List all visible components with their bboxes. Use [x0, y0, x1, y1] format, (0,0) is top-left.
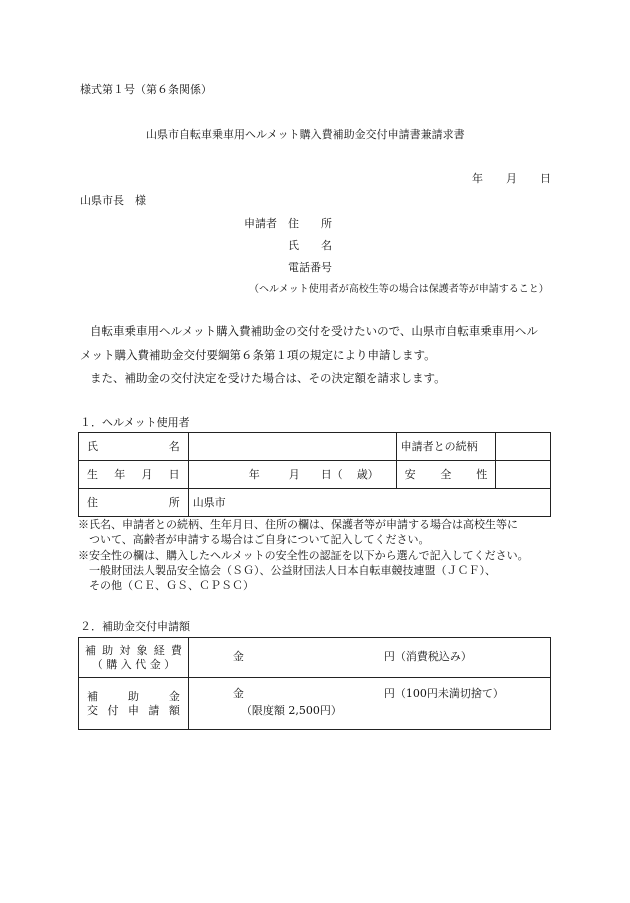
safety-label-cell: 安 全 性 [396, 461, 496, 489]
note1-line2: ついて、高齢者が申請する場合はご自身について記入してください。 [89, 533, 430, 546]
applicant-name-label: 氏 名 [288, 239, 332, 252]
date-day: 日 [540, 172, 551, 185]
expense-label-cell: 補 助 対 象 経 費 （ 購 入 代 金 ） [79, 638, 189, 678]
subsidy-label-cell: 補 助 金 交 付 申 請 額 [79, 678, 189, 730]
form-number: 様式第１号（第６条関係） [80, 83, 212, 96]
note2-line2: 一般財団法人製品安全協会（ＳＧ）、公益財団法人日本自転車競技連盟（ＪＣＦ）、 [89, 564, 496, 577]
subsidy-kin: 金 [232, 686, 244, 700]
note2-line3: その他（ＣＥ、ＧＳ、ＣＰＳＣ） [89, 579, 254, 592]
birth-input-cell[interactable]: 年 月 日（ 歳） [188, 461, 396, 489]
birth-label-cell: 生 年 月 日 [79, 461, 189, 489]
name-input-cell[interactable] [188, 433, 396, 461]
relation-input-cell[interactable] [496, 433, 551, 461]
expense-input-cell[interactable] [188, 638, 550, 678]
applicant-label: 申請者 [244, 217, 277, 230]
section1-title: １．ヘルメット使用者 [80, 416, 190, 429]
addressee: 山県市長 様 [80, 194, 146, 207]
applicant-address-label: 住 所 [288, 217, 332, 230]
body-line-1: 自転車乗車用ヘルメット購入費補助金の交付を受けたいので、山県市自転車乗車用ヘル [90, 324, 538, 338]
relation-label-cell: 申請者との続柄 [396, 433, 496, 461]
expense-yen: 円（消費税込み） [383, 649, 472, 663]
body-line-3: また、補助金の交付決定を受けた場合は、その決定額を請求します。 [90, 371, 446, 385]
form-title: 山県市自転車乗車用ヘルメット購入費補助金交付申請書兼請求書 [146, 128, 465, 141]
subsidy-table [78, 637, 551, 730]
name-label-cell: 氏 名 [79, 433, 189, 461]
body-line-2: メット購入費補助金交付要綱第６条第１項の規定により申請します。 [80, 348, 436, 362]
note2-line1: ※安全性の欄は、購入したヘルメットの安全性の認証を以下から選んで記入してください。 [78, 549, 529, 562]
subsidy-input-cell[interactable] [188, 678, 550, 730]
applicant-note: （ヘルメット使用者が高校生等の場合は保護者等が申請すること） [249, 284, 549, 295]
expense-kin: 金 [232, 649, 244, 663]
address-label-cell: 住 所 [79, 489, 189, 517]
helmet-user-table [78, 432, 551, 517]
address-input-cell[interactable] [188, 489, 550, 517]
applicant-phone-label: 電話番号 [288, 261, 332, 274]
note1-line1: ※氏名、申請者との続柄、生年月日、住所の欄は、保護者等が申請する場合は高校生等に [78, 518, 518, 531]
subsidy-limit: （限度額 2,500円） [240, 703, 342, 717]
date-month: 月 [506, 172, 517, 185]
section2-title: ２．補助金交付申請額 [80, 620, 190, 633]
date-year: 年 [472, 172, 483, 185]
address-prefix: 山県市 [192, 495, 226, 509]
subsidy-yen: 円（100円未満切捨て） [383, 686, 504, 700]
safety-input-cell[interactable] [496, 461, 551, 489]
